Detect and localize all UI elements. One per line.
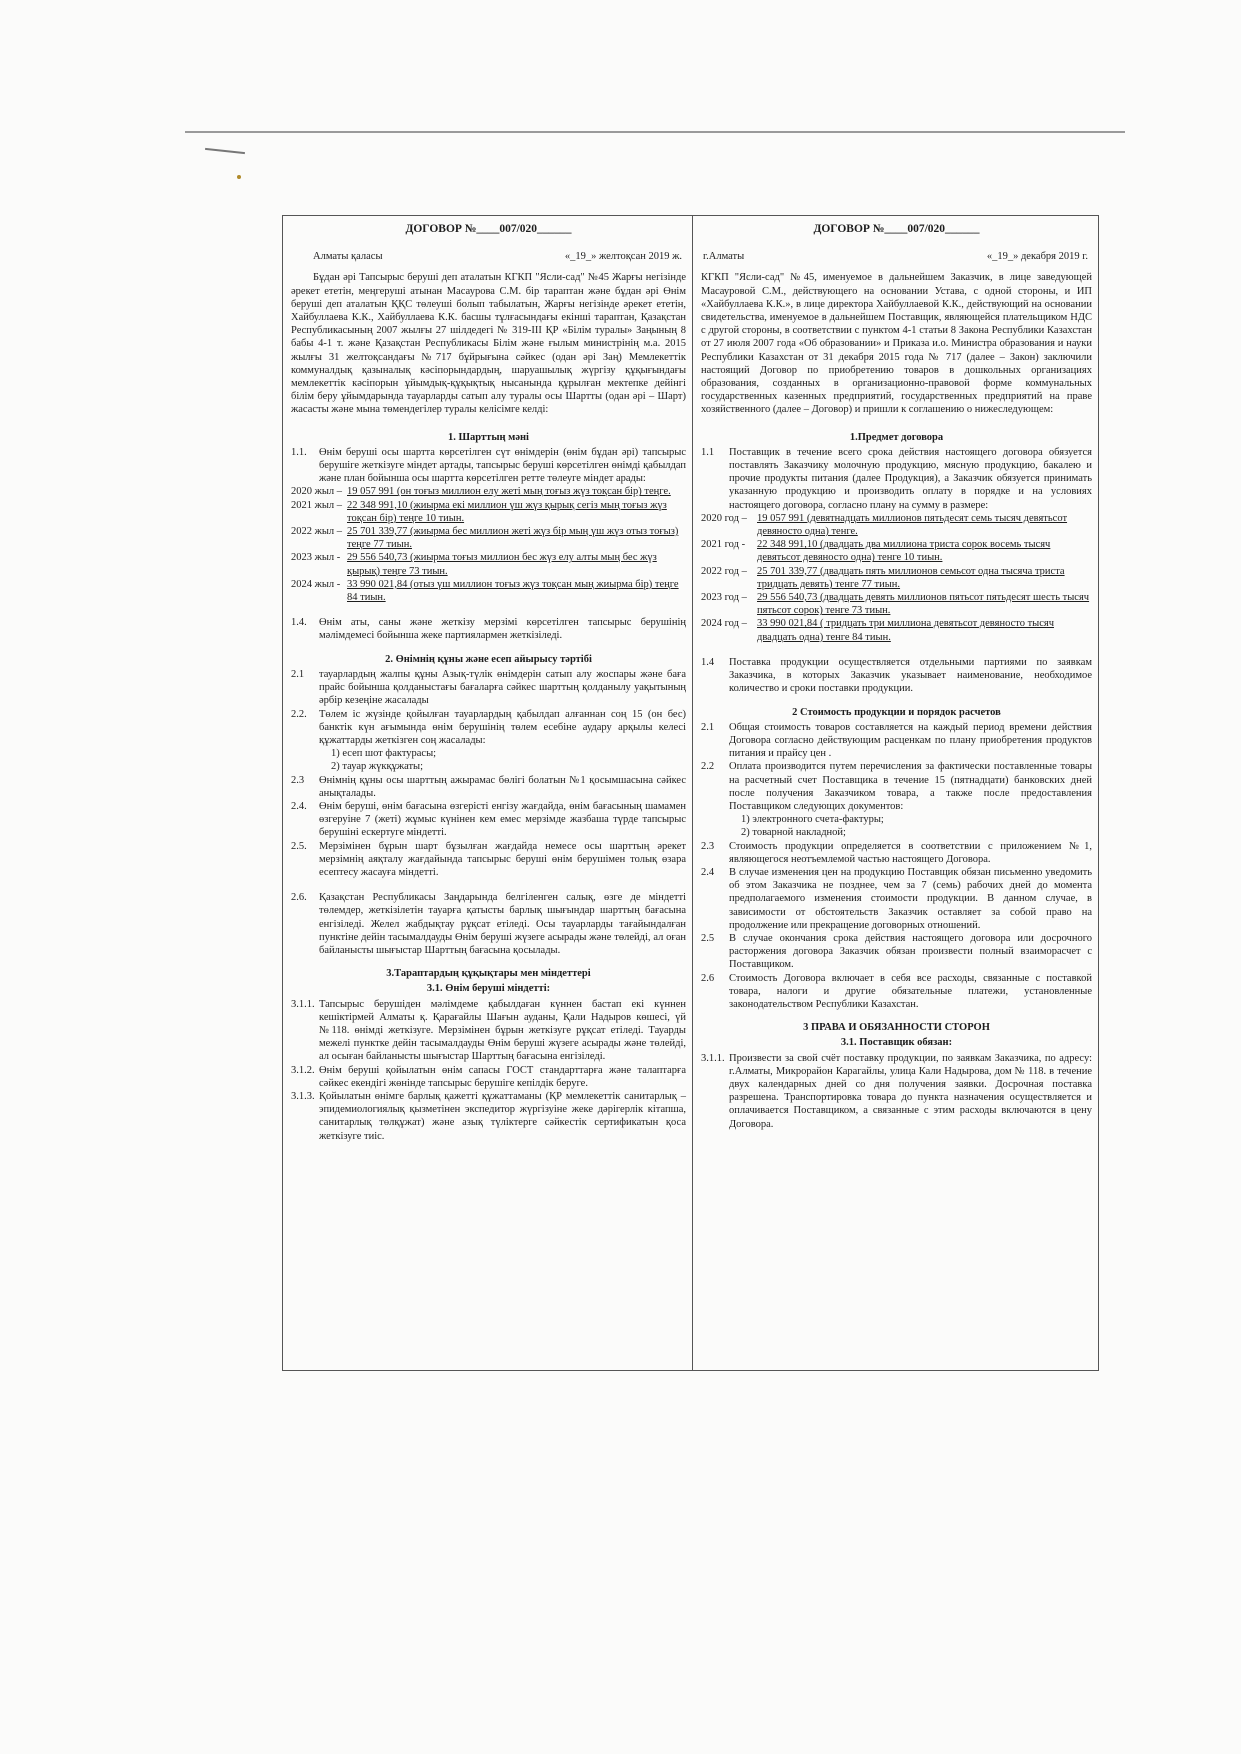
year-label: 2022 жыл – (291, 526, 343, 538)
document-item-2: 2) товарной накладной; (741, 827, 846, 839)
clause-1-4 (701, 656, 1092, 696)
scan-dot (237, 175, 241, 179)
clause-2-1 (701, 721, 1092, 761)
year-label: 2022 год – (701, 565, 747, 577)
city-date-line (703, 250, 1088, 263)
year-sum: 25 701 339,77 (жиырма бес миллион жеті жүз бір мың үш жүз отыз тоғыз) теңге 77 тиын. (347, 526, 679, 551)
year-amount-2023 (701, 591, 1092, 617)
year-amount-2021 (701, 538, 1092, 564)
year-sum: 29 556 540,73 (жиырма тоғыз миллион бес жүз елу алты мың бес жүз қырық) теңге 73 тиын. (347, 552, 657, 577)
contract-date: «_19_» декабря 2019 г. (986, 251, 1088, 263)
clause-2-3 (291, 774, 686, 800)
clause-1-4 (291, 616, 686, 642)
clause-2-6 (291, 891, 686, 957)
clause-number: 1.1. (291, 446, 307, 458)
section-3-1-heading: 3.1. Поставщик обязан: (840, 1037, 953, 1049)
year-sum: 22 348 991,10 (жиырма екі миллион үш жүз қырық сегіз мың тоғыз жүз тоқсан бір) теңге 10 тиын. (347, 499, 667, 524)
clause-text: Өнім беруші осы шартта көрсетілген сүт өнімдерін (өнім бұдан әрі) тапсырыс берушіге жеткізуге міндет артады, тапсырыс беруші көрсетілген өнімді қабылдап және план бойынша осы шартта көрсетілген ретте төлеуге міндет арады: (319, 446, 686, 485)
clause-number: 2.4. (291, 800, 307, 812)
clause-2-2 (291, 708, 686, 748)
section-3-heading: 3.Тараптардың құқықтары мен міндеттері (386, 968, 591, 980)
clause-text: Қойылатын өнімге барлық қажетті құжаттаманы (ҚР мемлекеттік санитарлық – эпидемиологиялық қызметінен экспедитор жүргізуіне жеке дәрігерлік кітапша, санитарлық төлқұжат) және азық түліктерге сәйкестік сертификатын қоса жеткізуге тиіс. (319, 1090, 686, 1142)
clause-2-2 (701, 760, 1092, 813)
preamble: КГКП "Ясли-сад" №45, именуемое в дальнейшем Заказчик, в лице заведующей Масауровой С.М., действующего на основании Устава, с одной стороны, и ИП «Хайбуллаева К.К.», в лице директора Хайбуллаевой К.К., действующий на основании свидетельства, именуемое в дальнейшем Поставщик, являющейся плательщиком НДС с другой стороны, в соответствии с пунктом 4-1 статьи 8 Закона Республики Казахстан от 27 июля 2007 года «Об образовании» и Приказа и.о. Министра образования и науки Республики Казахстан от 31 декабря 2015 года № 717 (далее – Закон) заключили настоящий Договор по приобретению товаров в дошкольных организациях образования, созданных в организационно-правовой форме коммунальных государственных казенных предприятий, государственных предприятий на праве хозяйственного (далее – Договор) и пришли к соглашению о нижеследующем: (701, 272, 1092, 416)
section-1-heading: 1.Предмет договора (849, 431, 944, 443)
clause-2-5 (701, 932, 1092, 972)
clause-number: 3.1.3. (291, 1090, 315, 1102)
year-amount-2021 (291, 499, 686, 525)
clause-number: 1.1 (701, 446, 715, 458)
clause-text: Поставщик в течение всего срока действия настоящего договора обязуется поставлять Заказчику молочную продукцию, мясную продукцию, бакалею и прочие продукты питания (далее Продукция), а Заказчик обязуется принимать указанную продукцию и производить оплату в порядке и на условиях настоящего договора, согласно плану на сумму в размере: (729, 446, 1092, 511)
city: г.Алматы (703, 251, 745, 263)
clause-text: Қазақстан Республикасы Заңдарында белгіленген салық, өзге де міндетті төлемдер, жеткізілетін тауарға қатысты барлық шығындар шарттың бағасына енгізіледі. Желел жабдықтау рұқсат етіледі. Осы тауарларды тағайындалған пунктіне дейін тасымалдауды Өнім беруші жүзеге асырады және төлейді, ал оған байланысты шығыстар Шарттың бағасына қосылады. (319, 892, 686, 956)
document-item-2: 2) тауар жүкқұжаты; (331, 761, 424, 773)
clause-number: 1.4. (291, 617, 307, 629)
clause-3-1-1 (701, 1052, 1092, 1131)
clause-number: 2.6 (701, 972, 715, 984)
year-label: 2024 год – (701, 618, 747, 630)
clause-number: 2.5. (291, 840, 307, 852)
clause-number: 2.1 (291, 668, 305, 680)
clause-2-6 (701, 972, 1092, 1012)
year-amount-2024 (701, 617, 1092, 643)
year-label: 2021 жыл – (291, 499, 343, 511)
clause-number: 3.1.1. (701, 1052, 725, 1064)
clause-text: Өнімнің құны осы шарттың ажырамас бөлігі болатын №1 қосымшасына сәйкес анықталады. (319, 774, 686, 799)
section-3-heading: 3 ПРАВА И ОБЯЗАННОСТИ СТОРОН (803, 1022, 990, 1034)
section-2-heading: 2. Өнімнің құны және есеп айырысу тәртібі (385, 653, 592, 665)
clause-number: 3.1.2. (291, 1064, 315, 1076)
clause-number: 2.4 (701, 866, 715, 878)
year-sum: 22 348 991,10 (двадцать два миллиона триста сорок восемь тысяч девятьсот девяносто одна) тенге 10 тиын. (757, 539, 1051, 564)
clause-3-1-3 (291, 1090, 686, 1143)
year-amount-2022 (291, 525, 686, 551)
clause-text: В случае изменения цен на продукцию Поставщик обязан письменно уведомить об этом Заказчика не позднее, чем за 7 (семь) рабочих дней до момента предполагаемого изменения стоимости продукции. В данном случае, в зависимости от обстоятельств Заказчик оставляет за собой право на продолжение или прекращение договорных отношений. (729, 866, 1092, 931)
year-amount-2023 (291, 551, 686, 577)
year-label: 2023 жыл - (291, 552, 341, 564)
year-amount-2022 (701, 565, 1092, 591)
clause-number: 2.3 (291, 774, 305, 786)
clause-text: Произвести за свой счёт поставку продукции, по заявкам Заказчика, по адресу: г.Алматы, Микрорайон Карагайлы, улица Кали Надырова, дом № 118. в течение двух календарных дней со дня получения заявки. Досрочная поставка разрешена. Транспортировка товара до пункта назначения осуществляется и оплачивается Поставщиком, а связанные с этим расходы включаются в цену Договора. (729, 1052, 1092, 1130)
year-sum: 25 701 339,77 (двадцать пять миллионов семьсот одна тысяча триста тридцать девять) тенге 77 тиын. (757, 565, 1065, 590)
clause-text: В случае окончания срока действия настоящего договора или досрочного расторжения договора Заказчик обязан произвести полный взаиморасчет с Поставщиком. (729, 932, 1092, 971)
year-amount-2020 (291, 485, 686, 498)
year-label: 2020 жыл – (291, 486, 343, 498)
clause-text: Өнім беруші, өнім бағасына өзгерісті енгізу жағдайда, өнім бағасының шамамен өзгеруіне 7 (жеті) жұмыс күнінен кем емес мерзімде жазбаша түрде тапсырыс берушіні ескертуге міндетті. (319, 800, 686, 839)
clause-text: Тапсырыс берушіден мәлімдеме қабылдаған күннен бастап екі күннен кешіктірмей Алматы қ. Қарағайлы Шағын ауданы, Қали Надыров көшесі, үй №118. өнімді жеткізуге. Мерзімінен бұрын жеткізуге рұқсат етіледі. Тауарды межелі пунктке дейін тасымалдауды Өнім беруші жүзеге асырады және төлейді, ал осыған байланысты шығыстар Шарттың бағасына енгізіледі. (319, 998, 686, 1063)
year-sum: 33 990 021,84 ( тридцать три миллиона девятьсот девяносто тысяч двадцать одна) тенге 84 тиын. (757, 618, 1054, 643)
year-label: 2021 год - (701, 539, 746, 551)
city: Алматы қаласы (313, 251, 383, 263)
clause-text: Стоимость Договора включает в себя все расходы, связанные с поставкой товара, налоги и другие обязательные платежи, установленные законодательством Республики Казахстан. (729, 972, 1092, 1010)
section-3-1-heading: 3.1. Өнім беруші міндетті: (426, 983, 551, 995)
clause-text: Поставка продукции осуществляется отдельными партиями по заявкам Заказчика, в которых Заказчик указывает наименование, необходимое количество и сроки поставки продукции. (729, 656, 1092, 695)
russian-column (693, 216, 1098, 1370)
document-item-1: 1) есеп шот фактурасы; (331, 748, 437, 760)
contract-table (282, 215, 1099, 1371)
clause-1-1 (701, 446, 1092, 512)
section-1-heading: 1. Шарттың мәні (448, 431, 529, 443)
clause-text: Оплата производится путем перечисления за фактически поставленные товары на расчетный счет Поставщика в течение 15 (пятнадцати) банковских дней после получения Заказчиком товара, а также после предоставления Поставщиком следующих документов: (729, 761, 1092, 812)
clause-3-1-1 (291, 998, 686, 1064)
clause-2-5 (291, 840, 686, 880)
preamble: Бұдан әрі Тапсырыс беруші деп аталатын КГКП "Ясли-сад" №45 Жарғы негізінде әрекет ететін, меңгеруші атынан Масаурова С.М. бір тараптан және бұдан әрі Өнім беруші деп аталатын ҚҚС төлеуші болып табылатын, Жарғы негізінде әрекет ететін, Хайбуллаева К.К., Хайбуллаева К.К. басшы тұлғасындағы екінші тараптан, Қазақстан Республикасының 2007 жылғы 27 шілдедегі № 319-III ҚР «Білім туралы» Заңының 8 бабы 4-1 т. және Қазақстан Республикасы Білім және ғылым министрінің м.а. 2015 жылғы 31 желтоқсандағы №717 бұйрығына сәйкес (одан әрі Заң) Мемлекеттік коммуналдық қазыналық кәсіпорындардың, шаруашылық жүргізу құқығындағы мемлекеттік кәсіпорын ұйымдық-құқықтық нысанында құрылған мектепке дейінгі білім беру ұйымдарында тауарларды сатып алу туралы осы Шартты (одан әрі – Шарт) жасасты және мына төмендегілер туралы келісімге келді: (291, 272, 686, 416)
clause-number: 2.2 (701, 761, 715, 773)
clause-2-1 (291, 668, 686, 708)
clause-text: Стоимость продукции определяется в соответствии с приложением №1, являющегося неотъемлемой частью настоящего Договора. (729, 840, 1092, 865)
clause-number: 3.1.1. (291, 998, 315, 1010)
scan-top-line (185, 131, 1125, 133)
clause-number: 2.6. (291, 892, 307, 904)
year-label: 2020 год – (701, 512, 747, 524)
year-sum: 19 057 991 (он тоғыз миллион елу жеті мың тоғыз жүз тоқсан бір) теңге. (347, 486, 671, 498)
clause-text: Өнім беруші қойылатын өнім сапасы ГОСТ стандарттарға және талаптарға сәйкес екендігі жөнінде тапсырыс берушіге кепілдік беруге. (319, 1064, 686, 1089)
clause-text: тауарлардың жалпы құны Азық-түлік өнімдерін сатып алу жоспары және баға прайс бойынша қолданыстағы бағаларға сәйкес шарттың қолданылу уақытының әрбір кезеңіне жасалады (319, 668, 686, 707)
contract-title: ДОГОВОР №____007/020______ (813, 223, 980, 235)
clause-2-4 (701, 866, 1092, 932)
year-amount-2024 (291, 578, 686, 604)
clause-number: 2.1 (701, 721, 715, 733)
year-label: 2024 жыл - (291, 578, 341, 590)
clause-2-3 (701, 840, 1092, 866)
contract-title: ДОГОВОР №____007/020______ (405, 223, 572, 235)
document-item-1: 1) электронного счета-фактуры; (741, 814, 884, 826)
clause-text: Төлем іс жүзінде қойылған тауарлардың қабылдап алғаннан соң 15 (он бес) банктік күн ағымында өнім берушінің төлем есебіне аудару арқылы келесі құжаттарды жеткізген соң жасалады: (319, 708, 686, 746)
clause-number: 2.3 (701, 840, 715, 852)
section-2-heading: 2 Стоимость продукции и порядок расчетов (792, 706, 1001, 718)
year-label: 2023 год – (701, 592, 747, 604)
clause-number: 1.4 (701, 656, 715, 668)
clause-text: Общая стоимость товаров составляется на каждый период времени действия Договора согласно действующим расценкам по плану приобретения продуктов питания и прайсу цен . (729, 721, 1092, 760)
year-amount-2020 (701, 512, 1092, 538)
scan-pen-mark (205, 148, 245, 154)
clause-number: 2.5 (701, 932, 715, 944)
clause-number: 2.2. (291, 708, 307, 720)
clause-1-1 (291, 446, 686, 486)
contract-date: «_19_» желтоқсан 2019 ж. (564, 251, 682, 263)
kazakh-column (283, 216, 693, 1370)
year-sum: 29 556 540,73 (двадцать девять миллионов пятьсот пятьдесят шесть тысяч пятьсот сорок) тенге 73 тиын. (757, 592, 1090, 617)
clause-text: Өнім аты, саны және жеткізу мерзімі көрсетілген тапсырыс берушінің мәлімдемесі бойынша жеке партиялармен жеткізіледі. (319, 617, 686, 642)
clause-3-1-2 (291, 1064, 686, 1090)
clause-text: Мерзімінен бұрын шарт бұзылған жағдайда немесе осы шарттың әрекет мерзімнің аяқталу жағдайында тапсырыс беруші өнім берушімен толық өзара есептесу жасауға міндетті. (319, 840, 686, 878)
year-sum: 33 990 021,84 (отыз үш миллион тоғыз жүз тоқсан мың жиырма бір) теңге 84 тиын. (347, 578, 679, 604)
city-date-line (313, 250, 682, 263)
clause-2-4 (291, 800, 686, 840)
year-sum: 19 057 991 (девятнадцать миллионов пятьдесят семь тысяч девятьсот девяносто одна) тенге. (757, 512, 1068, 538)
